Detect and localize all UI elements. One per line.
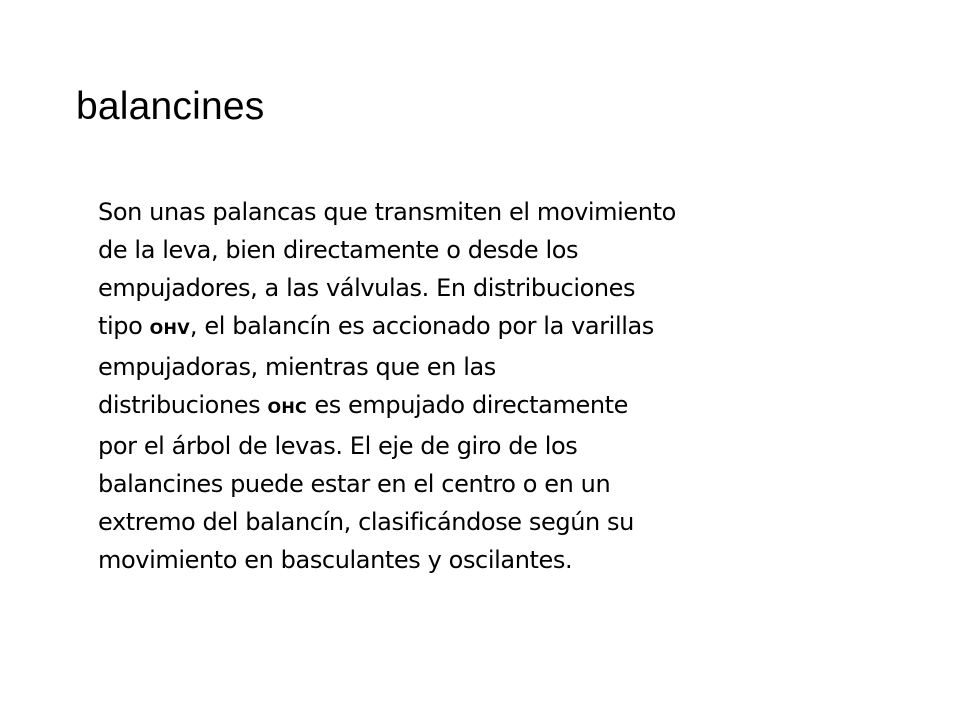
body-line: balancines puede estar en el centro o en un bbox=[98, 470, 611, 498]
body-line: extremo del balancín, clasificándose según su bbox=[98, 508, 634, 536]
abbreviation-ohv: OHV bbox=[149, 319, 190, 338]
body-line: empujadores, a las válvulas. En distribuciones bbox=[98, 274, 636, 302]
body-line: por el árbol de levas. El eje de giro de los bbox=[98, 432, 578, 460]
abbreviation-ohc: OHC bbox=[267, 398, 308, 417]
body-line bbox=[98, 386, 798, 427]
body-line: movimiento en basculantes y oscilantes. bbox=[98, 546, 573, 574]
body-line: de la leva, bien directamente o desde los bbox=[98, 236, 579, 264]
body-line: Son unas palancas que transmiten el movimiento bbox=[98, 198, 676, 226]
body-text: distribuciones bbox=[98, 391, 268, 419]
body-line bbox=[98, 307, 798, 348]
body-text: es empujado directamente bbox=[307, 391, 629, 419]
body-line: empujadoras, mientras que en las bbox=[98, 353, 496, 381]
body-text: tipo bbox=[98, 312, 150, 340]
body-text: , el balancín es accionado por la varillas bbox=[189, 312, 654, 340]
slide-title: balancines bbox=[76, 85, 265, 128]
body-paragraph bbox=[98, 193, 798, 579]
